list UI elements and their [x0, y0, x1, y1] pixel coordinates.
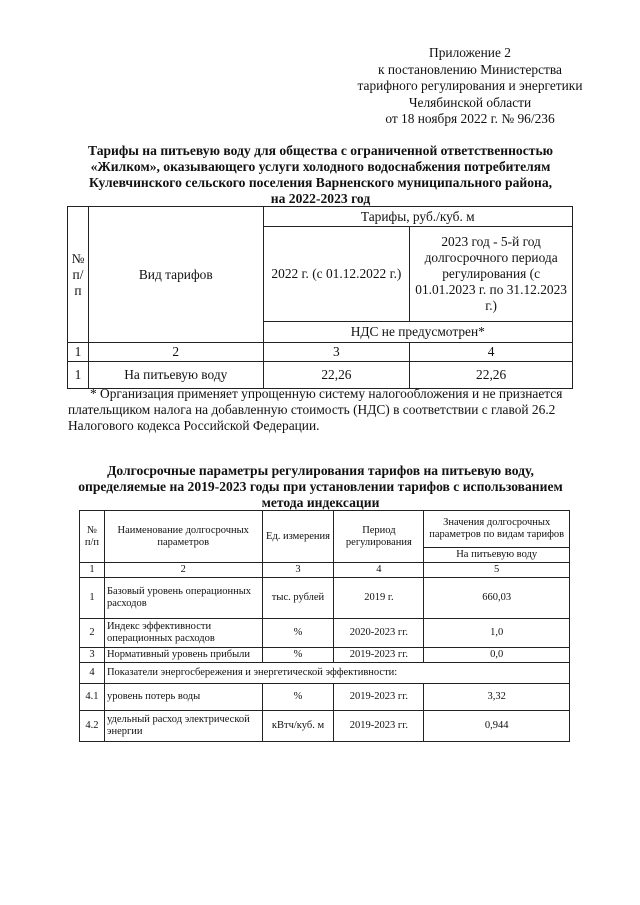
col-water-header: На питьевую воду — [424, 548, 570, 563]
row-unit: % — [262, 684, 334, 711]
index-cell: 3 — [263, 343, 410, 362]
row-kind: На питьевую воду — [88, 362, 263, 389]
index-cell: 4 — [410, 343, 573, 362]
row-num: 4.2 — [80, 711, 105, 742]
col-values-header: Значения долгосрочных параметров по видам тарифов — [424, 511, 570, 548]
table-row — [80, 684, 570, 711]
table-row — [80, 711, 570, 742]
row-period: 2019-2023 гг. — [334, 648, 424, 663]
row-unit: % — [262, 619, 334, 648]
row-period: 2019-2023 гг. — [334, 684, 424, 711]
row-value: 1,0 — [424, 619, 570, 648]
title-line: определяемые на 2019-2023 годы при установлении тарифов с использованием — [78, 479, 563, 494]
tariffs-title — [68, 143, 573, 207]
row-value: 0,0 — [424, 648, 570, 663]
row-num: 4 — [80, 663, 105, 684]
row-num: 3 — [80, 648, 105, 663]
title-line: Долгосрочные параметры регулирования тарифов на питьевую воду, — [107, 463, 534, 478]
footnote — [68, 386, 573, 434]
appendix-line: Челябинской области — [408, 94, 532, 110]
row-num: 2 — [80, 619, 105, 648]
index-cell: 5 — [424, 563, 570, 578]
col-period-header: Период регулирования — [334, 511, 424, 563]
table-row — [80, 619, 570, 648]
title-line: Тарифы на питьевую воду для общества с ограниченной ответственностью — [87, 143, 554, 158]
index-cell: 1 — [80, 563, 105, 578]
row-name: Базовый уровень операционных расходов — [104, 578, 262, 619]
col-name-header: Наименование долгосрочных параметров — [104, 511, 262, 563]
table-row — [80, 648, 570, 663]
row-num: 1 — [68, 362, 89, 389]
appendix-line: тарифного регулирования и энергетики — [357, 78, 583, 93]
row-value-2023: 22,26 — [410, 362, 573, 389]
col-unit-header: Ед. измерения — [262, 511, 334, 563]
index-cell: 1 — [68, 343, 89, 362]
title-line: метода индексации — [261, 495, 380, 510]
row-unit: кВтч/куб. м — [262, 711, 334, 742]
section-text: Показатели энергосбережения и энергетической эффективности: — [104, 663, 569, 684]
row-unit: тыс. рублей — [262, 578, 334, 619]
index-cell: 2 — [104, 563, 262, 578]
footnote-line: Налогового кодекса Российской Федерации. — [68, 418, 320, 433]
row-period: 2020-2023 гг. — [334, 619, 424, 648]
appendix-header — [340, 45, 600, 128]
params-table — [79, 510, 570, 742]
table-section-row — [80, 663, 570, 684]
row-name: Индекс эффективности операционных расходов — [104, 619, 262, 648]
tariffs-header: Тарифы, руб./куб. м — [263, 207, 572, 227]
vat-note: НДС не предусмотрен* — [263, 322, 572, 343]
col-num-header: № п/п — [80, 511, 105, 563]
row-value-2022: 22,26 — [263, 362, 410, 389]
col-2023-header: 2023 год - 5-й год долгосрочного периода регулирования (с 01.01.2023 г. по 31.12.2023 г.) — [410, 227, 573, 322]
row-value: 3,32 — [424, 684, 570, 711]
appendix-line: от 18 ноября 2022 г. № 96/236 — [385, 111, 555, 126]
params-title — [68, 463, 573, 511]
footnote-line: * Организация применяет упрощенную систему налогообложения и не признается — [90, 386, 563, 401]
row-name: Нормативный уровень прибыли — [104, 648, 262, 663]
row-value: 0,944 — [424, 711, 570, 742]
footnote-line: плательщиком налога на добавленную стоимость (НДС) в соответствии с главой 26.2 — [68, 402, 556, 417]
index-cell: 4 — [334, 563, 424, 578]
title-line: на 2022-2023 год — [270, 191, 371, 206]
col-num-header: № п/п — [68, 207, 89, 343]
row-unit: % — [262, 648, 334, 663]
row-num: 4.1 — [80, 684, 105, 711]
row-period: 2019 г. — [334, 578, 424, 619]
index-cell: 2 — [88, 343, 263, 362]
row-value: 660,03 — [424, 578, 570, 619]
col-2022-header: 2022 г. (с 01.12.2022 г.) — [263, 227, 410, 322]
col-kind-header: Вид тарифов — [88, 207, 263, 343]
tariffs-table — [67, 206, 573, 389]
title-line: «Жилком», оказывающего услуги холодного водоснабжения потребителям — [90, 159, 551, 174]
row-name: уровень потерь воды — [104, 684, 262, 711]
table-row — [80, 578, 570, 619]
row-name: удельный расход электрической энергии — [104, 711, 262, 742]
index-cell: 3 — [262, 563, 334, 578]
row-num: 1 — [80, 578, 105, 619]
appendix-line: Приложение 2 — [429, 45, 511, 60]
appendix-line: к постановлению Министерства — [378, 61, 562, 77]
title-line: Кулевчинского сельского поселения Варненского муниципального района, — [88, 175, 553, 190]
row-period: 2019-2023 гг. — [334, 711, 424, 742]
table-row — [68, 362, 573, 389]
